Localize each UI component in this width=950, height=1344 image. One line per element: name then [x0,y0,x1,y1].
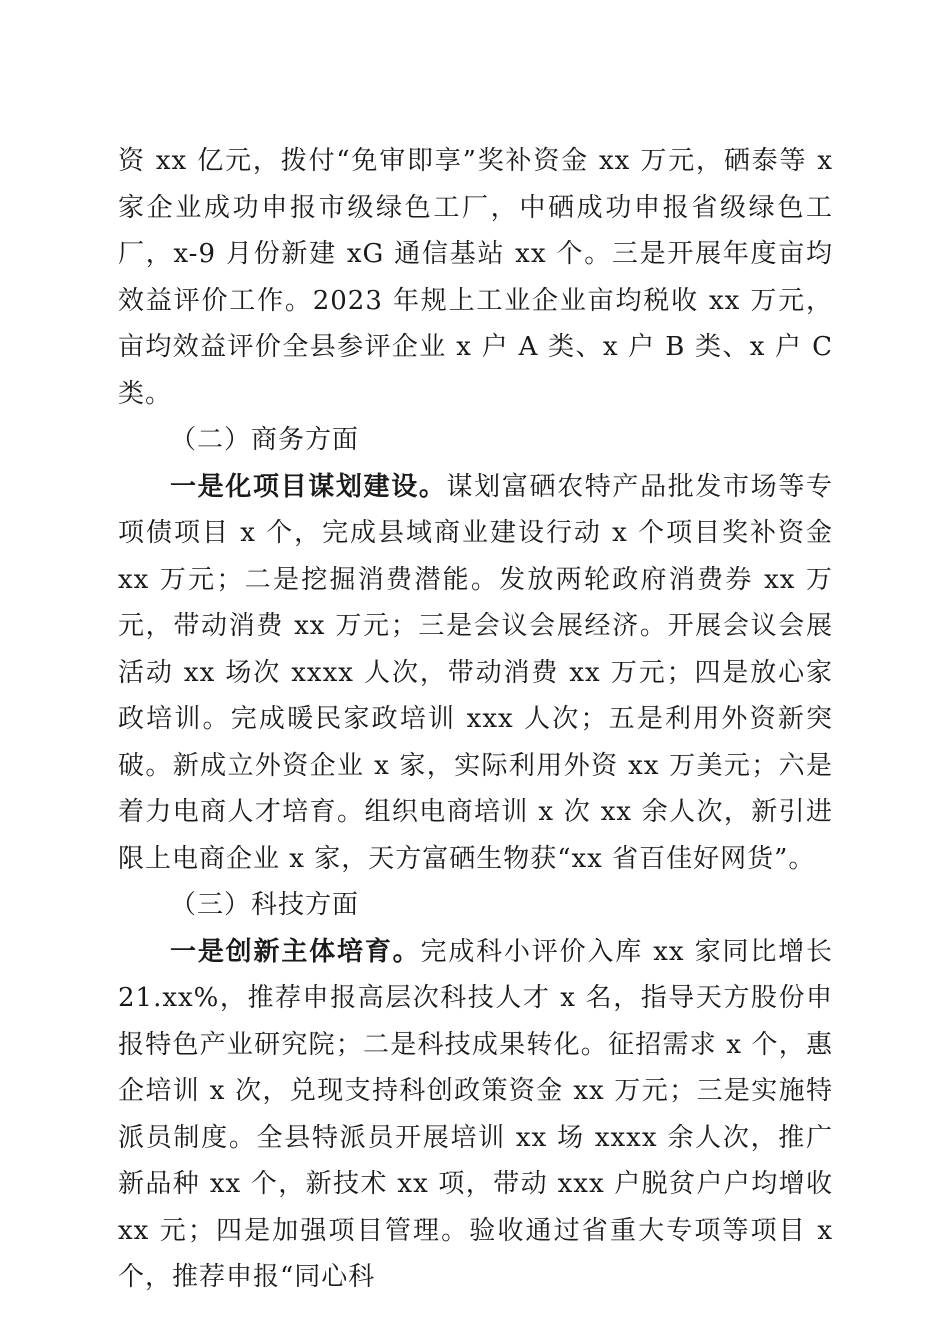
paragraph-industry-continued: 资 xx 亿元，拨付“免审即享”奖补资金 xx 万元，硒泰等 x 家企业成功申报市级绿色工厂，中硒成功申报省级绿色工厂，x-9 月份新建 xG 通信基站 xx 个。三是开展年度亩均效益评价工作。2023 年规上工业企业亩均税收 xx 万元，亩均效益评价全县参评企业 x 户 A 类、x 户 B 类、x 户 C 类。 [118,146,833,409]
paragraph-technology-body: 完成科小评价入库 xx 家同比增长 21.xx%，推荐申报高层次科技人才 x 名，指导天方股份申报特色产业研究院；二是科技成果转化。征招需求 x 个，惠企培训 x 次，兑现支持科创政策资金 xx 万元；三是实施特派员制度。全县特派员开展培训 xx 场 xxxx 余人次，推广新品种 xx 个，新技术 xx 项，带动 xxx 户脱贫户户均增收 xx 元；四是加强项目管理。验收通过省重大专项等项目 x 个，推荐申报“同心科 [118,936,833,1292]
paragraph-commerce [118,464,833,883]
section-heading-technology: （三）科技方面 [170,890,360,920]
paragraph-technology [118,929,833,1301]
section-heading-commerce: （二）商务方面 [170,425,360,455]
document-body [118,138,833,1301]
paragraph-technology-lead: 一是创新主体培育。 [170,936,421,967]
paragraph-commerce-body: 谋划富硒农特产品批发市场等专项债项目 x 个，完成县域商业建设行动 x 个项目奖补资金 xx 万元；二是挖掘消费潜能。发放两轮政府消费券 xx 万元，带动消费 xx 万元；三是会议会展经济。开展会议会展活动 xx 场次 xxxx 人次，带动消费 xx 万元；四是放心家政培训。完成暖民家政培训 xxx 人次；五是利用外资新突破。新成立外资企业 x 家，实际利用外资 xx 万美元；六是着力电商人才培育。组织电商培训 x 次 xx 余人次，新引进限上电商企业 x 家，天方富硒生物获“xx 省百佳好网货”。 [118,471,833,874]
paragraph-commerce-lead: 一是化项目谋划建设。 [170,471,447,502]
